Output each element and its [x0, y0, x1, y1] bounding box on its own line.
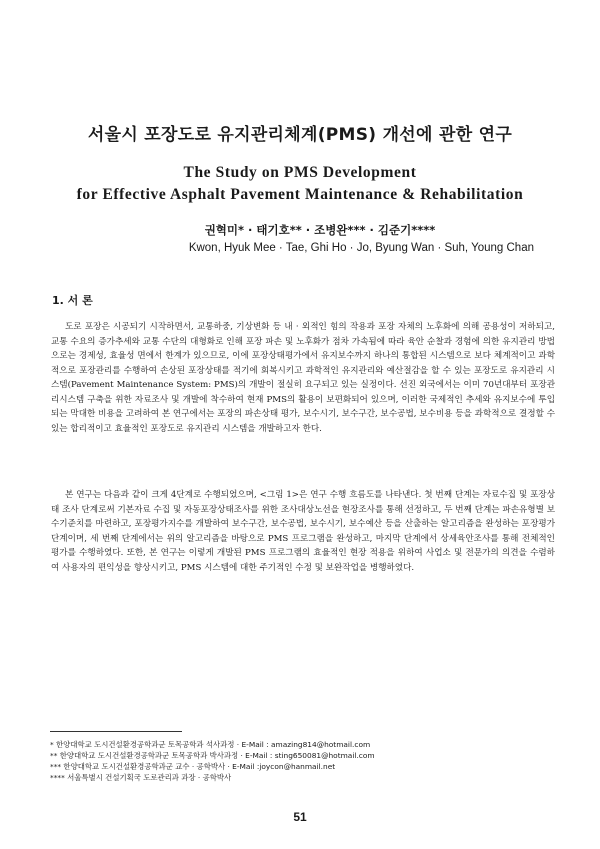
body-paragraph-2: 본 연구는 다음과 같이 크게 4단계로 수행되었으며, <그림 1>은 연구 수행 흐름도를 나타낸다. 첫 번째 단계는 자료수집 및 포장상태 조사 단계로써 기본자료 수집 및 자동포장상태조사를 위한 조사대상노선을 현장조사를 통해 선정하고, 두 번째 단계는 파손유형별 보수기준치를 마련하고, 포장평가지수를 개발하여 보수구간, 보수공법, 보수시기, 보수예산 등을 산출하는 알고리즘을 완성하는 포장평가 단계이며, 세 번째 단계에서는 위의 알고리즘을 바탕으로 PMS 프로그램을 완성하고, 마지막 단계에서 상세육안조사를 통해 전체적인 평가를 수행하였다. 또한, 본 연구는 이렇게 개발된 PMS 프로그램의 효율적인 현장 적용을 위하여 사업소 및 전문가의 의견을 수렴하여 사용자의 편익성을 향상시키고, PMS 시스템에 대한 주기적인 수정 및 보완작업을 병행하였다. — [51, 490, 555, 573]
english-title-line-2: for Effective Asphalt Pavement Maintenance & Rehabilitation — [76, 186, 524, 203]
section-heading-introduction: 1. 서 론 — [52, 294, 93, 307]
footnote-2: ** 한양대학교 도시건설환경공학과군 토목공학과 박사과정 · E-Mail : sting650081@hotmail.com — [50, 751, 375, 760]
authors-english: Kwon, Hyuk Mee · Tae, Ghi Ho · Jo, Byung Wan · Suh, Young Chan — [188, 242, 534, 254]
footnote-3: *** 한양대학교 도시건설환경공학과군 교수 · 공학박사 · E-Mail :joycon@hanmail.net — [50, 762, 336, 771]
footnote-1: * 한양대학교 도시건설환경공학과군 토목공학과 석사과정 · E-Mail : amazing814@hotmail.com — [50, 740, 371, 749]
korean-title: 서울시 포장도로 유지관리체계(PMS) 개선에 관한 연구 — [87, 125, 513, 145]
english-title-line-1: The Study on PMS Development — [183, 164, 417, 181]
body-paragraph-1: 도로 포장은 시공되기 시작하면서, 교통하중, 기상변화 등 내 · 외적인 힘의 작용과 포장 자체의 노후화에 의해 공용성이 저하되고, 교통 수요의 증가추세와 교통 수단의 대형화로 인해 포장 파손 및 노후화가 점차 가속됨에 따라 육안 순찰과 경험에 의한 유지관리 방법으로는 경제성, 효율성 면에서 한계가 있으므로, 이에 포장상태평가에서 유지보수까지 하나의 통합된 시스템으로 보다 체계적이고 과학적으로 포장관리를 수행하여 손상된 포장상태를 적기에 회복시키고 과학적인 유지관리와 예산절감을 할 수 있는 포장도로 유지관리 시스템(Pavement Maintenance System: PMS)의 개발이 절실히 요구되고 있는 실정이다. 선진 외국에서는 이미 70년대부터 포장관리시스템 구축을 위한 자료조사 및 개발에 착수하여 현재 PMS의 활용이 보편화되어 있으며, 이러한 국제적인 추세와 유지보수에 투입되는 막대한 비용을 고려하여 본 연구에서는 포장의 파손상태 평가, 보수시기, 보수구간, 보수공법, 보수비용 등을 과학적으로 결정할 수 있는 합리적이고 효율적인 포장도로 유지관리 시스템을 개발하고자 한다. — [51, 322, 555, 434]
footnote-divider — [50, 731, 182, 732]
footnote-4: **** 서울특별시 건설기획국 도로관리과 과장 · 공학박사 — [50, 773, 232, 782]
footnotes — [50, 739, 550, 783]
page-number: 51 — [293, 810, 307, 824]
authors-korean: 권혁미* · 태기호** · 조병완*** · 김준기**** — [204, 223, 436, 237]
